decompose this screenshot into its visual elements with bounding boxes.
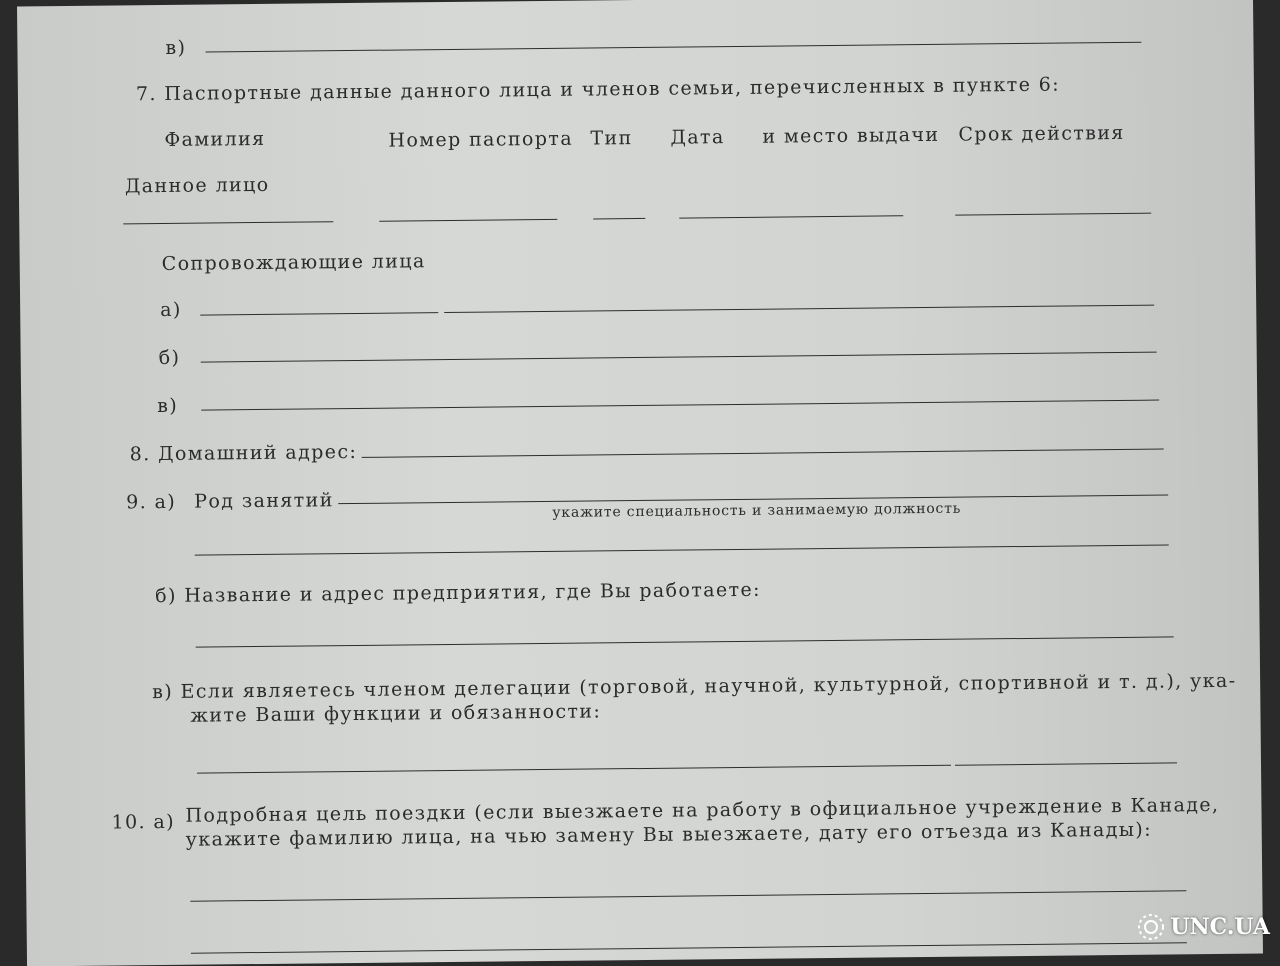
item10-line1: Подробная цель поездки (если выезжаете на работу в официальное учреждение в Канаде, [185,794,1219,827]
occupation-hint: укажите специальность и занимаемую должность [552,501,961,521]
item10-line2: укажите фамилию лица, на чью замену Вы выезжаете, дату его отъезда из Канады): [186,819,1152,851]
item8-heading: 8. Домашний адрес: [130,441,358,465]
prev-item-c-label: в) [165,37,186,59]
companion-a-blank-1[interactable] [200,312,438,315]
subject-surname-blank[interactable] [123,221,333,224]
item7-heading: 7. Паспортные данные данного лица и членов семьи, перечисленных в пункте 6: [136,74,1060,106]
column-validity: Срок действия [958,122,1125,146]
column-date: Дата [670,126,724,149]
prev-item-c-blank[interactable] [205,42,1141,53]
form-page [17,0,1263,966]
watermark-text: UNC.UA [1170,914,1270,940]
subject-passport-blank[interactable] [379,219,557,222]
subject-type-blank[interactable] [593,218,645,220]
item9-c-line2: жите Ваши функции и обязанности: [190,700,601,726]
companions-label: Сопровождающие лица [162,250,426,275]
home-address-blank[interactable] [362,449,1164,458]
occupation-blank-2[interactable] [195,544,1169,555]
item9-b-heading: б) Название и адрес предприятия, где Вы работаете: [155,579,761,607]
occupation-label: Род занятий [194,489,334,512]
companion-c-blank[interactable] [201,400,1159,411]
unc-logo-icon [1136,912,1166,942]
item9-a-number: 9. а) [126,491,176,514]
column-passport-number: Номер паспорта [388,128,573,152]
column-place-of-issue: и место выдачи [762,124,939,148]
column-surname: Фамилия [164,128,265,151]
item9-c-line1: в) Если являетесь членом делегации (торговой, научной, культурной, спортивной и т. д.), ука- [152,670,1237,703]
delegation-blank-1[interactable] [197,765,951,774]
subject-validity-blank[interactable] [955,213,1151,216]
employer-blank[interactable] [196,636,1174,647]
trip-purpose-blank-1[interactable] [190,890,1186,901]
subject-label: Данное лицо [125,174,270,198]
companion-b-blank[interactable] [201,352,1157,363]
item10-number: 10. а) [111,811,175,834]
companion-a-label: а) [160,299,182,321]
companion-a-blank-2[interactable] [444,305,1154,313]
prev-blank-line-top[interactable] [197,0,1137,2]
delegation-blank-2[interactable] [955,762,1177,765]
column-type: Тип [590,127,632,149]
companion-c-label: в) [157,395,178,417]
watermark [1136,912,1270,942]
companion-b-label: б) [159,347,181,369]
trip-purpose-blank-2[interactable] [191,942,1187,953]
subject-date-place-blank[interactable] [679,215,903,218]
